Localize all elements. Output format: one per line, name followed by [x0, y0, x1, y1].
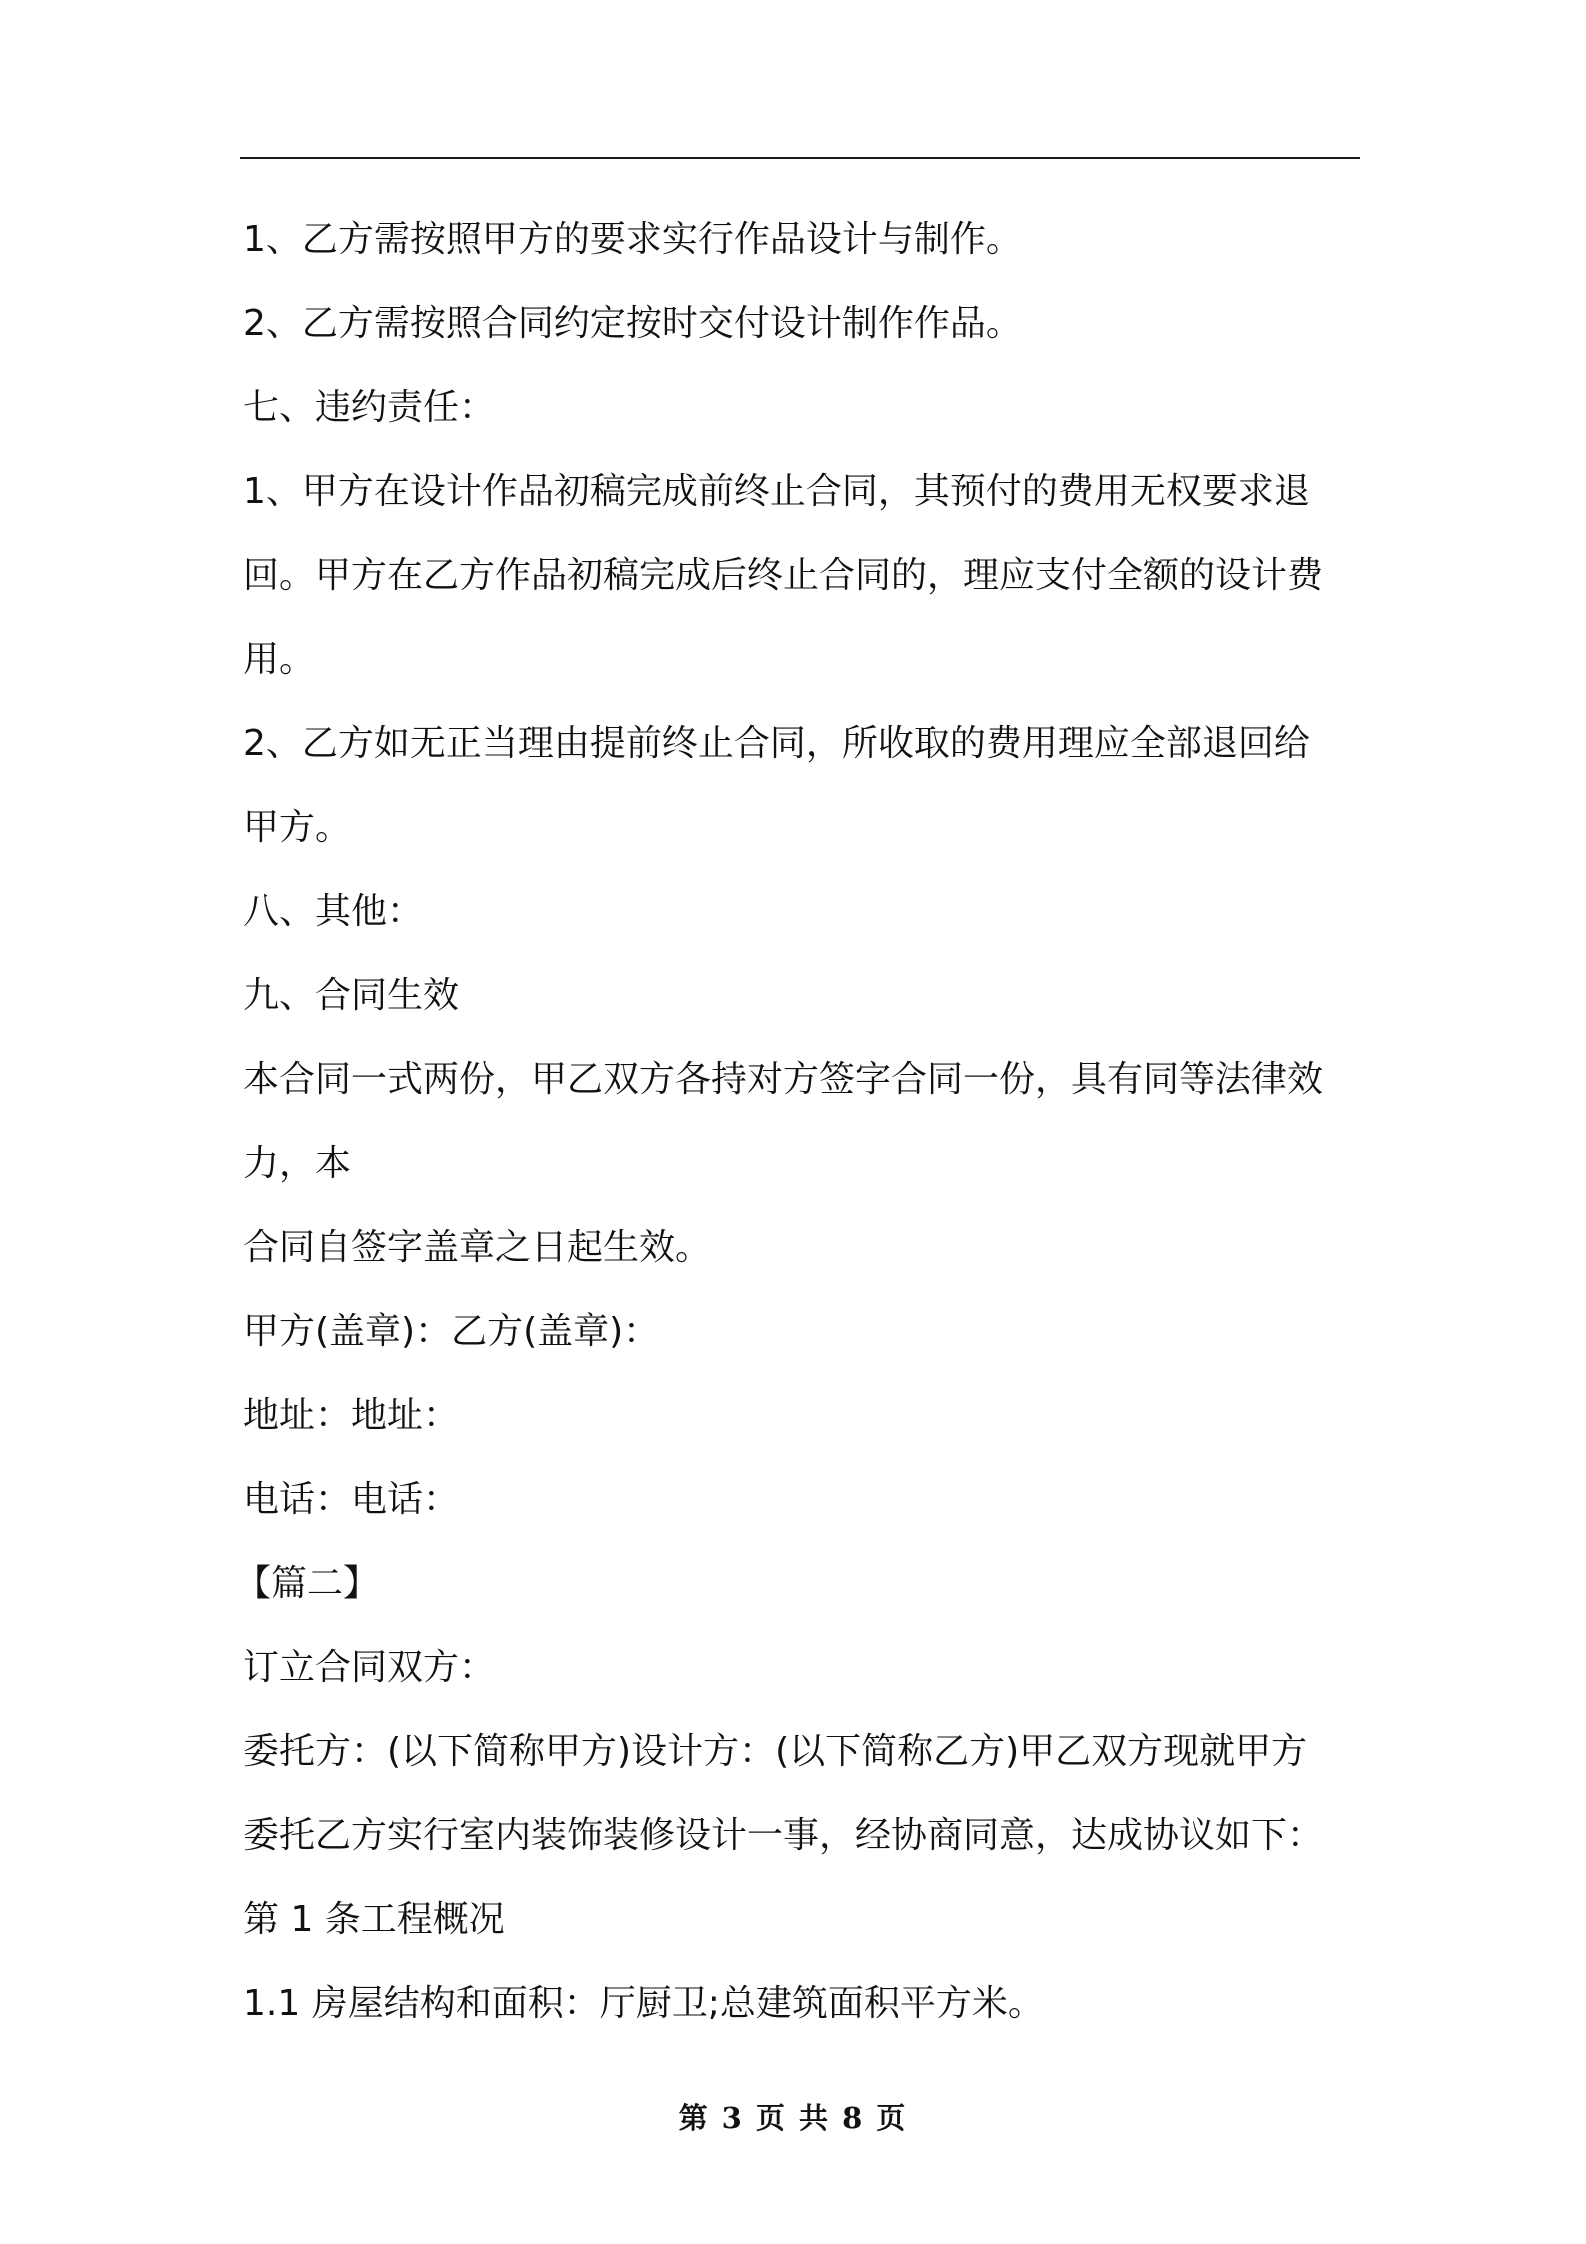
text-line: 委托乙方实行室内装饰装修设计一事，经协商同意，达成协议如下： [243, 1815, 1324, 1856]
text-line: 2、乙方如无正当理由提前终止合同，所收取的费用理应全部退回给 [243, 723, 1310, 764]
text-line: 合同自签字盖章之日起生效。 [243, 1227, 712, 1268]
text-line: 1、乙方需按照甲方的要求实行作品设计与制作。 [243, 219, 1022, 260]
header-rule [240, 157, 1360, 159]
signature-line: 甲方(盖章)：乙方(盖章)： [243, 1311, 660, 1352]
text-line: 2、乙方需按照合同约定按时交付设计制作作品。 [243, 303, 1022, 344]
clause-heading: 第 1 条工程概况 [243, 1899, 505, 1940]
text-line: 力，本 [243, 1143, 352, 1184]
section-heading: 八、其他： [243, 891, 424, 932]
text-line: 1.1 房屋结构和面积：厅厨卫;总建筑面积平方米。 [243, 1983, 1044, 2024]
part-heading: 【篇二】 [235, 1563, 380, 1604]
text-line: 用。 [243, 639, 316, 680]
text-line: 本合同一式两份，甲乙双方各持对方签字合同一份，具有同等法律效 [243, 1059, 1324, 1100]
section-heading: 九、合同生效 [243, 975, 460, 1016]
text-line: 甲方。 [243, 807, 352, 848]
page-number: 第 3 页 共 8 页 [678, 2101, 908, 2135]
document-body [235, 198, 1357, 2046]
text-line: 1、甲方在设计作品初稿完成前终止合同，其预付的费用无权要求退 [243, 471, 1310, 512]
text-line: 委托方：(以下简称甲方)设计方：(以下简称乙方)甲乙双方现就甲方 [243, 1731, 1308, 1772]
address-line: 地址：地址： [243, 1395, 460, 1436]
text-line: 订立合同双方： [243, 1647, 496, 1688]
text-line: 回。甲方在乙方作品初稿完成后终止合同的，理应支付全额的设计费 [243, 555, 1324, 596]
section-heading: 七、违约责任： [243, 387, 496, 428]
phone-line: 电话：电话： [243, 1479, 460, 1520]
